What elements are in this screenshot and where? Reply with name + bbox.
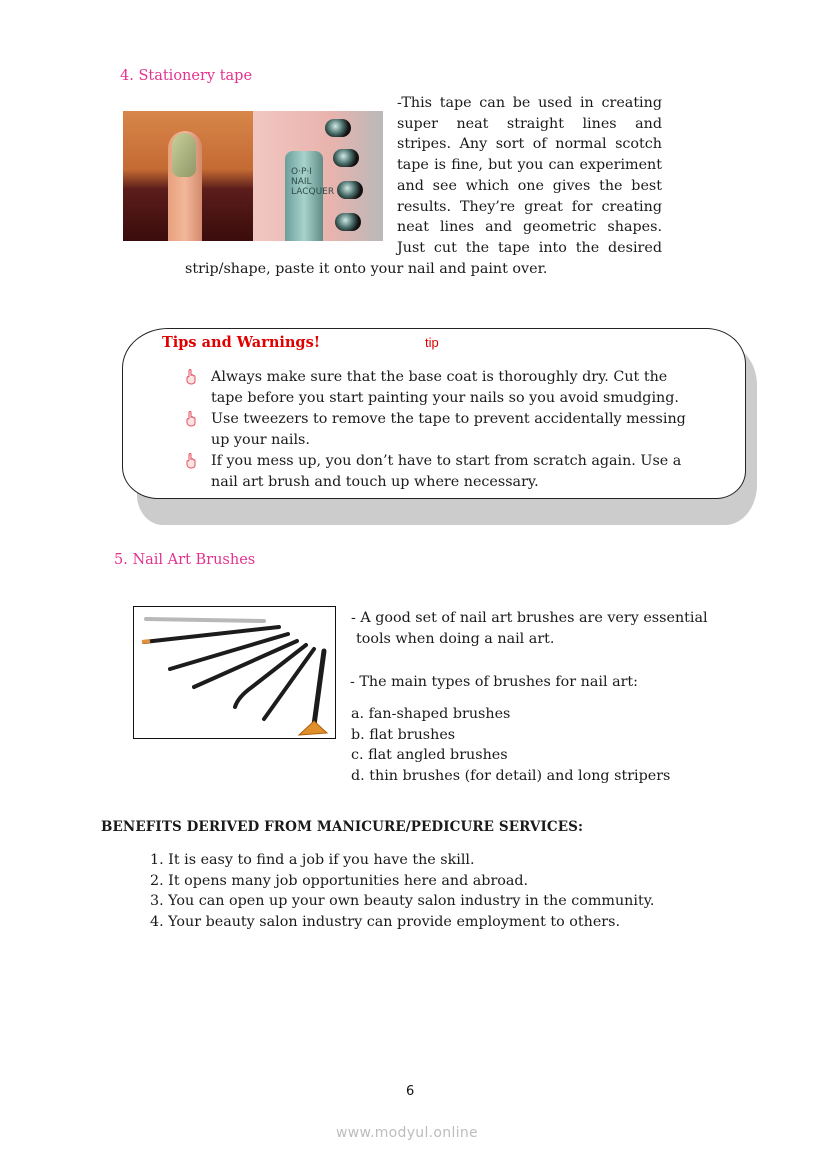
polish-bottle-photo [253, 111, 383, 241]
brush [144, 627, 279, 642]
benefit-item: 3. You can open up your own beauty salon industry in the community. [150, 893, 655, 910]
polish-bottle: O·P·I NAIL LACQUER [285, 151, 323, 241]
brush-types-list [351, 704, 670, 787]
section-heading-nail-art-brushes: 5. Nail Art Brushes [114, 552, 256, 568]
tip-item: Always make sure that the base coat is thoroughly dry. Cut the tape before you start painting your nails so you avoid smudging. [211, 367, 692, 408]
section-heading-stationery-tape: 4. Stationery tape [120, 68, 253, 84]
tip-item: If you mess up, you don’t have to start from scratch again. Use a nail art brush and touch up where necessary. [211, 451, 692, 492]
brush-types-label: - The main types of brushes for nail art: [350, 674, 638, 690]
watermark: www.modyul.online [336, 1125, 478, 1141]
tips-tag: tip [425, 335, 439, 350]
stationery-tape-paragraph-tail: strip/shape, paste it onto your nail and paint over. [185, 261, 548, 277]
brushes-illustration [134, 607, 335, 738]
fan-brush-head [299, 721, 327, 735]
brushes-intro: - A good set of nail art brushes are very essential tools when doing a nail art. [351, 610, 708, 647]
pointing-finger-icon [185, 411, 197, 427]
benefit-item: 4. Your beauty salon industry can provide employment to others. [150, 914, 621, 931]
brush-type-item: d. thin brushes (for detail) and long stripers [351, 768, 671, 785]
benefit-item: 1. It is easy to find a job if you have the skill. [150, 852, 475, 868]
pointing-finger-icon [185, 453, 197, 469]
benefits-heading: BENEFITS DERIVED FROM MANICURE/PEDICURE SERVICES: [101, 819, 584, 835]
brush-type-item: b. flat brushes [351, 726, 456, 743]
nail-art-brushes-photo [133, 606, 336, 739]
benefit-item: 2. It opens many job opportunities here and abroad. [150, 872, 529, 889]
fan-brush [314, 651, 324, 725]
pointing-finger-icon [185, 369, 197, 385]
stationery-tape-photo [123, 111, 383, 241]
tips-title: Tips and Warnings! [162, 334, 321, 351]
page-number: 6 [406, 1084, 415, 1099]
tip-item: Use tweezers to remove the tape to prevent accidentally messing up your nails. [211, 409, 692, 450]
brush-type-item: c. flat angled brushes [351, 747, 508, 764]
taped-nail-photo [123, 111, 253, 241]
dotting-tool [146, 619, 264, 621]
brush-type-item: a. fan-shaped brushes [351, 706, 511, 722]
stationery-tape-paragraph: -This tape can be used in creating super neat straight lines and stripes. Any sort of normal scotch tape is fine, but you can experiment and see which one gives the best results. They’re great for creating neat lines and geometric shapes. Just cut the tape into the desired [397, 95, 662, 256]
